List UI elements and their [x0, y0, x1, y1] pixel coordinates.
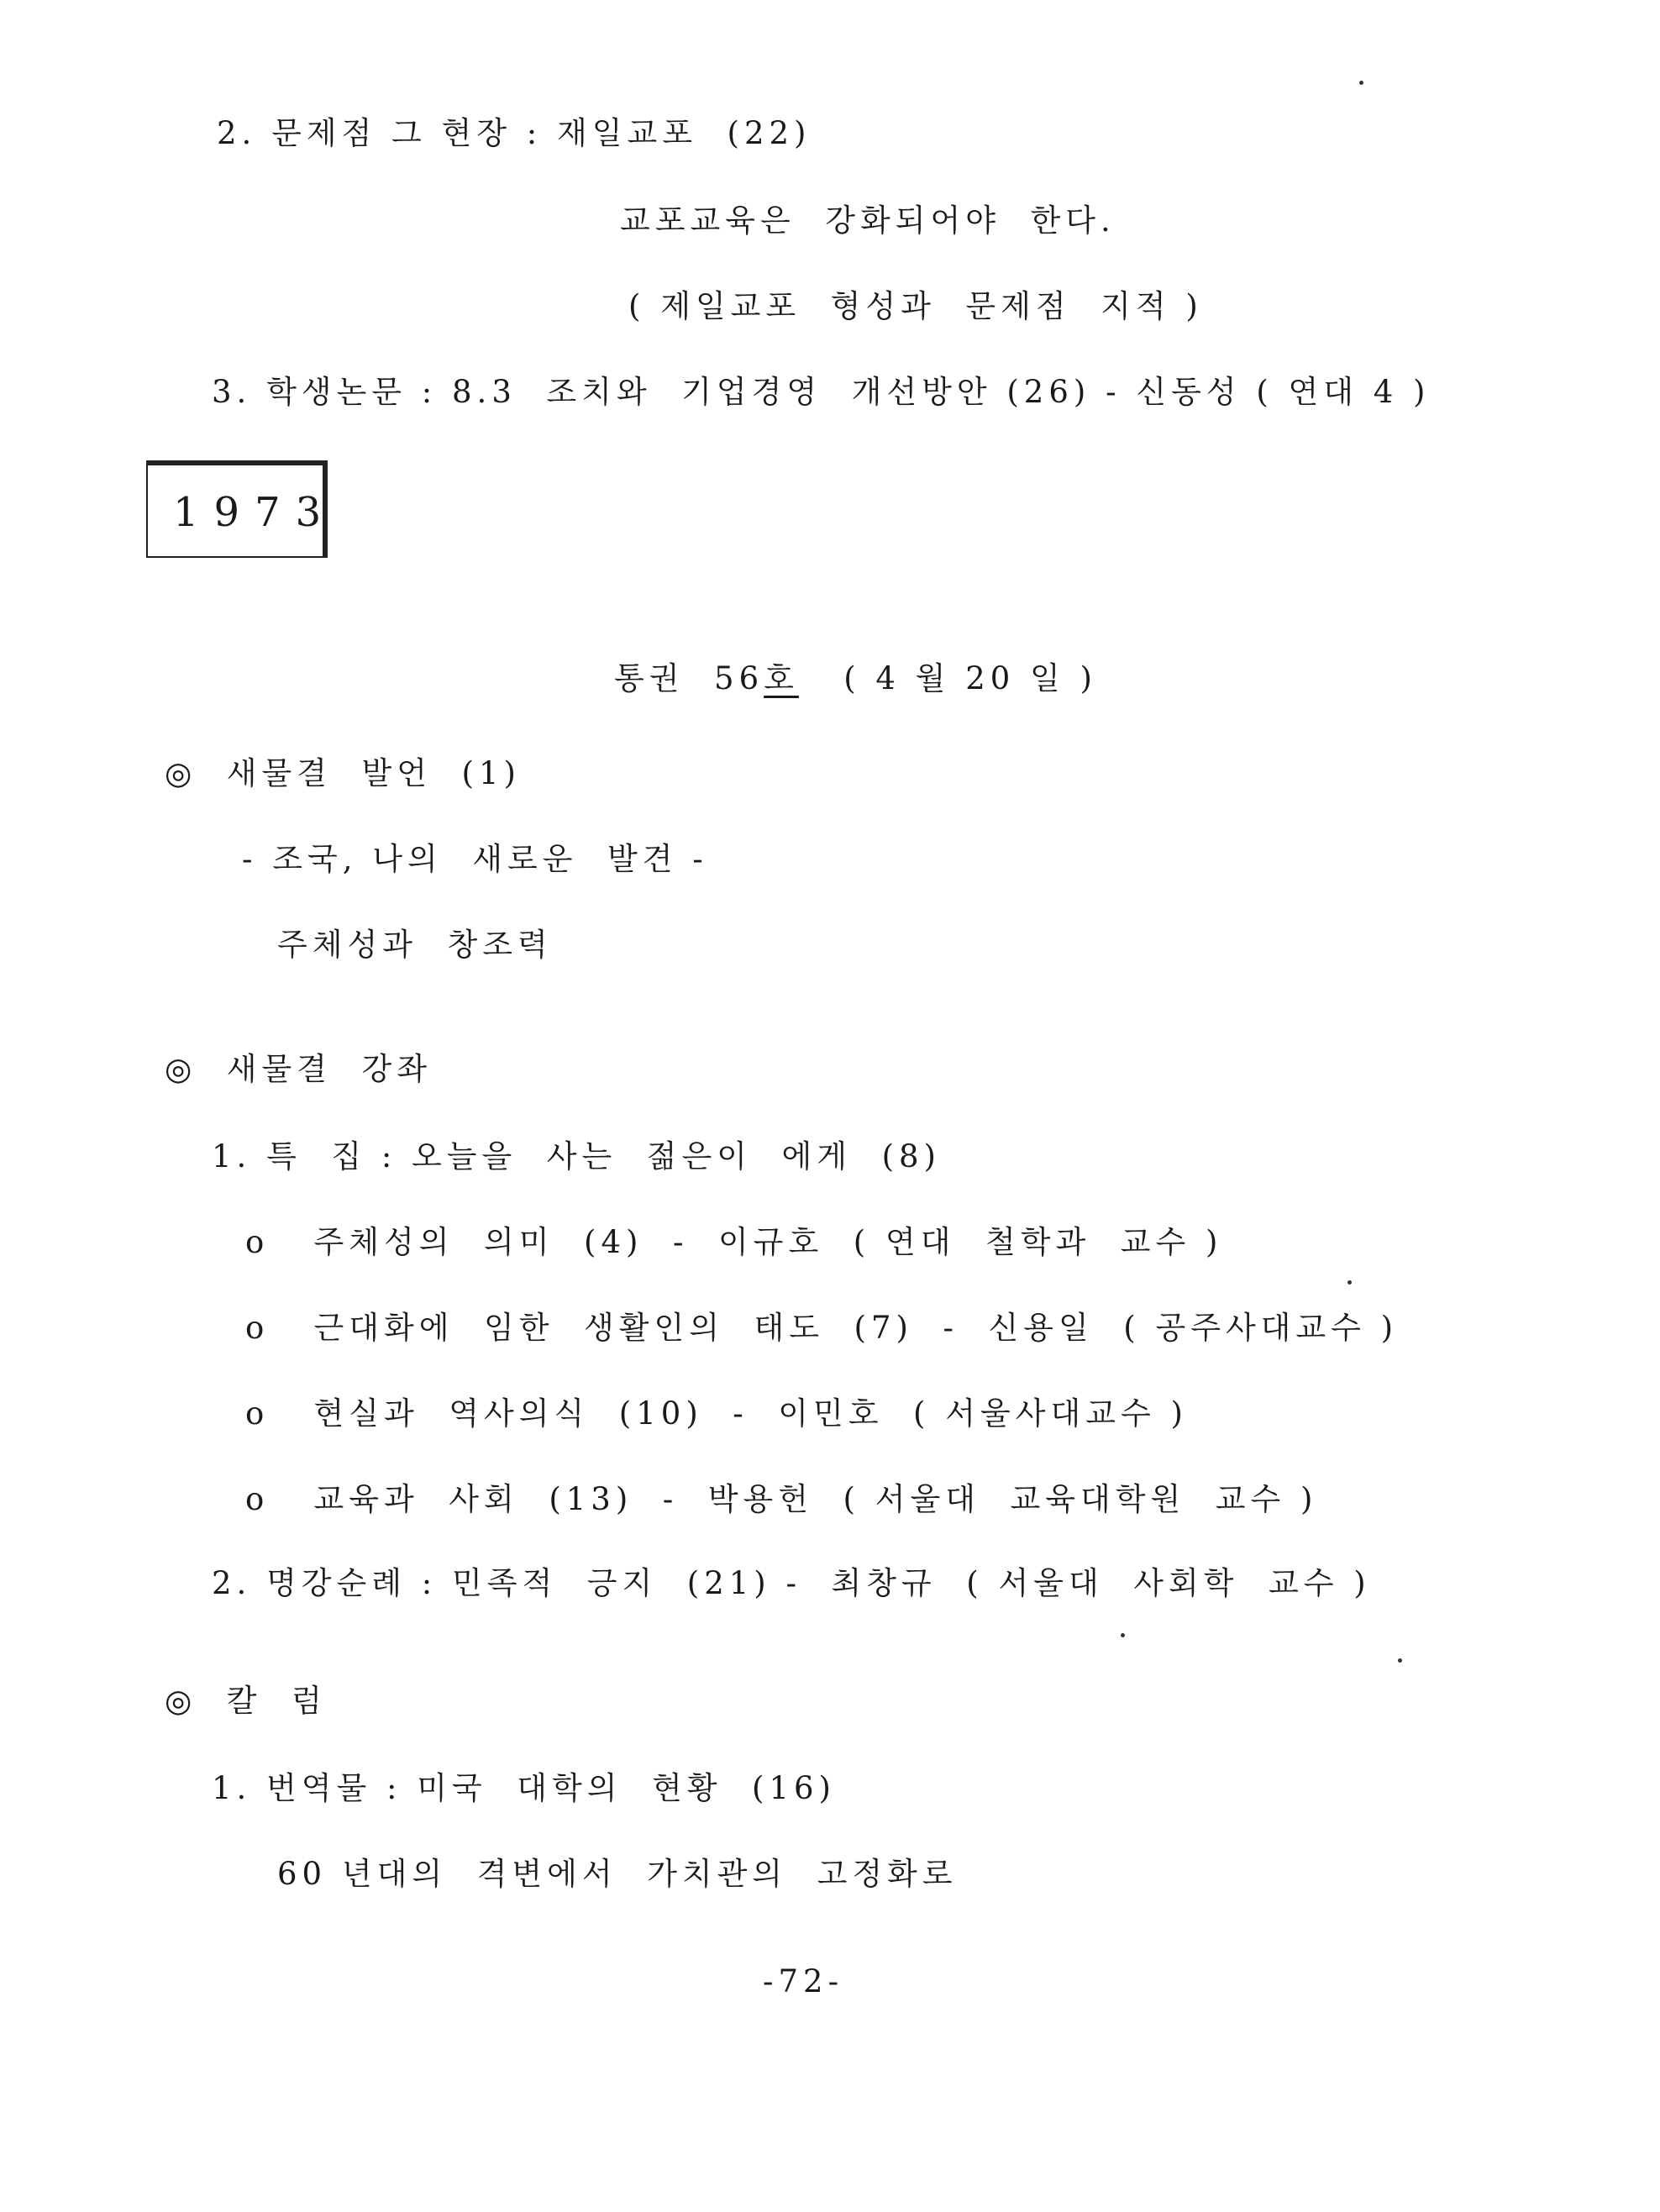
section3-translation: 1. 번역물 : 미국 대학의 현황 (16) — [212, 1770, 836, 1806]
section2-heading: ◎ 새물결 강좌 — [165, 1051, 433, 1087]
section2-bullet-1: o 주체성의 의미 (4) - 이규호 ( 연대 철학과 교수 ) — [245, 1224, 1223, 1260]
section1-heading: ◎ 새물결 발언 (1) — [165, 755, 521, 791]
section1-sub1: - 조국, 나의 새로운 발견 - — [242, 841, 708, 877]
scan-speck — [1398, 1658, 1402, 1663]
item2-subtitle-2: ( 제일교포 형성과 문제점 지적 ) — [628, 288, 1203, 324]
item3-paper-line: 3. 학생논문 : 8.3 조치와 기업경영 개선방안 (26) - 신동성 ( 연대 4 ) — [212, 374, 1431, 410]
year-box — [146, 460, 337, 558]
issue-ho: 호 — [764, 660, 799, 696]
issue-date: ( 4 월 20 일 ) — [843, 660, 1097, 696]
issue-prefix: 통권 56 — [614, 660, 764, 696]
scan-speck — [1121, 1633, 1125, 1637]
section2-bullet-2: o 근대화에 임한 생활인의 태도 (7) - 신용일 ( 공주사대교수 ) — [245, 1310, 1399, 1346]
section2-bullet-3: o 현실과 역사의식 (10) - 이민호 ( 서울사대교수 ) — [245, 1395, 1188, 1432]
year-label: 1973 — [173, 489, 337, 536]
item2-problem-line: 2. 문제점 그 현장 : 재일교포 (22) — [217, 115, 812, 151]
issue-title — [554, 632, 1097, 725]
section2-bullet-4: o 교육과 사회 (13) - 박용헌 ( 서울대 교육대학원 교수 ) — [245, 1481, 1318, 1517]
page-number: -72- — [763, 1963, 844, 1999]
section3-sub: 60 년대의 격변에서 가치관의 고정화로 — [277, 1856, 958, 1892]
section3-heading: ◎ 칼 럼 — [165, 1683, 327, 1719]
scan-speck — [1347, 1280, 1352, 1285]
section1-sub2: 주체성과 창조력 — [277, 927, 553, 963]
section2-lecture: 2. 명강순례 : 민족적 긍지 (21) - 최창규 ( 서울대 사회학 교수 ) — [212, 1565, 1371, 1601]
scan-speck — [1359, 81, 1363, 85]
section2-special: 1. 특 집 : 오늘을 사는 젊은이 에게 (8) — [212, 1138, 941, 1174]
item2-subtitle-1: 교포교육은 강화되어야 한다. — [620, 202, 1116, 239]
